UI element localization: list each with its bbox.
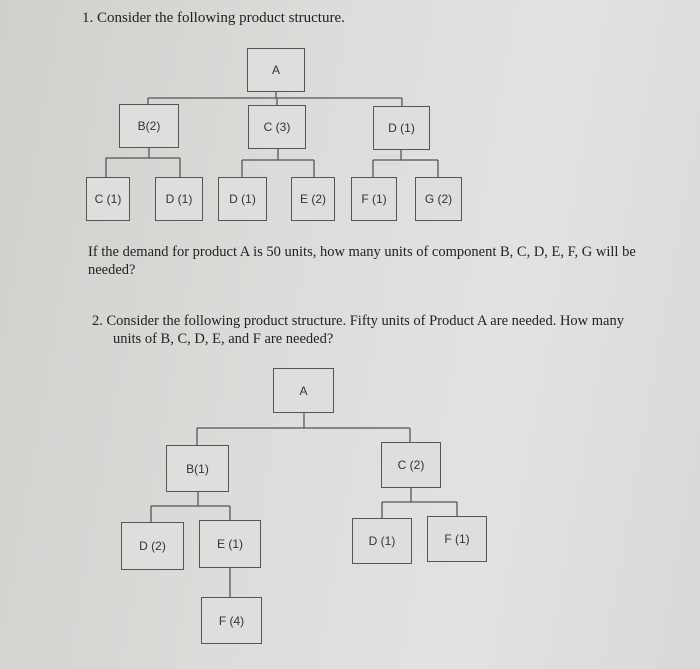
q2-node-b-d: D (2) [121,522,184,570]
q2-heading-line1: 2. Consider the following product structure. Fifty units of Product A are needed. How many [92,313,624,329]
q1-node-d-g: G (2) [415,177,462,221]
q2-heading-line2: units of B, C, D, E, and F are needed? [113,331,334,347]
q1-node-c-e: E (2) [291,177,335,221]
q2-node-b: B(1) [166,445,229,492]
q1-node-b-d: D (1) [155,177,203,221]
q2-node-a: A [273,368,334,413]
q2-node-b-e: E (1) [199,520,261,568]
q1-node-c: C (3) [248,105,306,149]
q1-node-b-c: C (1) [86,177,130,221]
q1-question-line2: needed? [88,262,136,278]
q1-node-c-d: D (1) [218,177,267,221]
q1-heading: 1. Consider the following product structure. [82,10,345,26]
q1-node-d-f: F (1) [351,177,397,221]
q2-node-c: C (2) [381,442,441,488]
q1-node-a: A [247,48,305,92]
q2-node-c-d: D (1) [352,518,412,564]
q1-node-b: B(2) [119,104,179,148]
q2-node-c-f: F (1) [427,516,487,562]
q1-node-d: D (1) [373,106,430,150]
q1-question-line1: If the demand for product A is 50 units, how many units of component B, C, D, E, F, G will be [88,244,636,260]
q2-node-e-f: F (4) [201,597,262,644]
